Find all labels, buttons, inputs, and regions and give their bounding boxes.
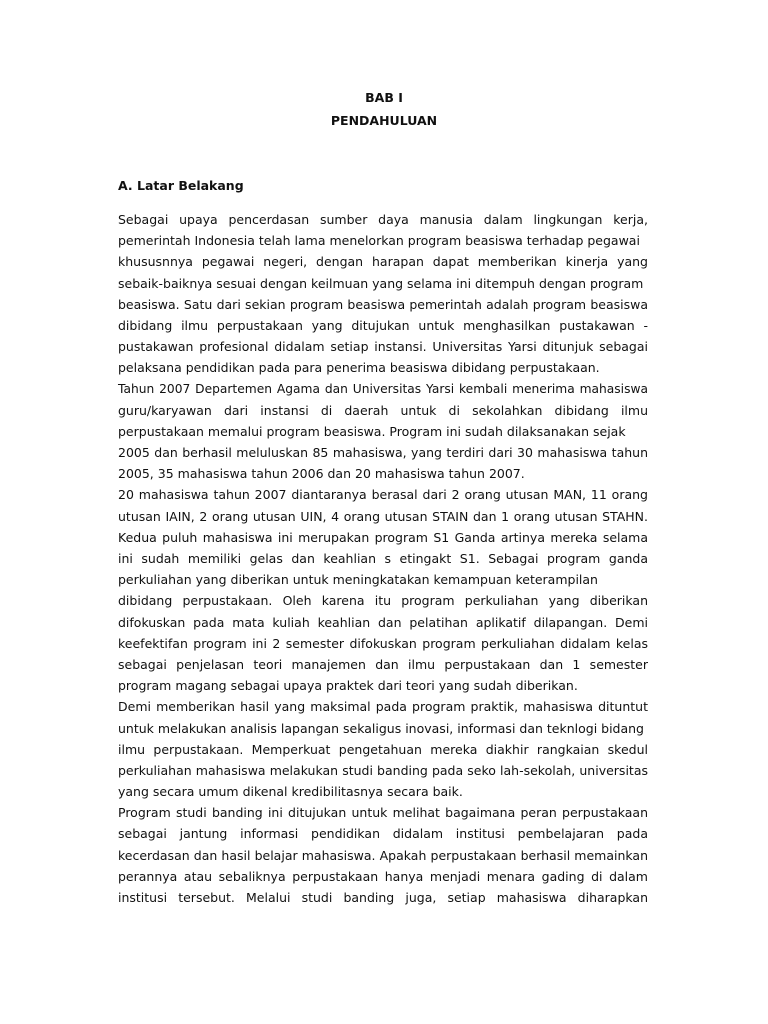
text-line: institusi tersebut. Melalui studi banding juga, setiap mahasiswa diharapkan	[118, 890, 648, 905]
text-line: 2005 dan berhasil meluluskan 85 mahasiswa, yang terdiri dari 30 mahasiswa tahun	[118, 445, 648, 461]
text-line: yang secara umum dikenal kredibilitasnya secara baik.	[118, 784, 463, 800]
text-line: guru/karyawan dari instansi di daerah untuk di sekolahkan dibidang ilmu	[118, 402, 648, 418]
body-paragraphs	[118, 209, 648, 908]
text-line: beasiswa. Satu dari sekian program beasiswa pemerintah adalah program beasiswa	[118, 296, 648, 312]
text-line: keefektifan program ini 2 semester difokuskan program perkuliahan didalam kelas	[118, 635, 648, 651]
text-line: 20 mahasiswa tahun 2007 diantaranya berasal dari 2 orang utusan MAN, 11 orang	[118, 487, 648, 503]
text-line: sebaik-baiknya sesuai dengan keilmuan yang selama ini ditempuh dengan program	[118, 275, 644, 291]
text-line: ini sudah memiliki gelas dan keahlian s etingakt S1. Sebagai program ganda	[118, 551, 648, 566]
text-line: dibidang ilmu perpustakaan yang ditujukan untuk menghasilkan pustakawan -	[118, 317, 648, 333]
text-line: program magang sebagai upaya praktek dari teori yang sudah diberikan.	[118, 678, 578, 694]
text-line: utusan IAIN, 2 orang utusan UIN, 4 orang utusan STAIN dan 1 orang utusan STAHN.	[118, 508, 648, 524]
text-line: pelaksana pendidikan pada para penerima beasiswa dibidang perpustakaan.	[118, 360, 600, 376]
text-line: perpustakaan memalui program beasiswa. Program ini sudah dilaksanakan sejak	[118, 423, 626, 439]
text-line: Sebagai upaya pencerdasan sumber daya manusia dalam lingkungan kerja,	[118, 212, 648, 227]
text-line: sebagai jantung informasi pendidikan didalam institusi pembelajaran pada	[118, 826, 648, 842]
text-line: Tahun 2007 Departemen Agama dan Universitas Yarsi kembali menerima mahasiswa	[118, 381, 648, 396]
text-line: 2005, 35 mahasiswa tahun 2006 dan 20 mahasiswa tahun 2007.	[118, 466, 525, 482]
section-heading: A. Latar Belakang	[118, 178, 244, 193]
text-line: sebagai penjelasan teori manajemen dan ilmu perpustakaan dan 1 semester	[118, 656, 648, 672]
text-line: ilmu perpustakaan. Memperkuat pengetahuan mereka diakhir rangkaian skedul	[118, 741, 648, 757]
chapter-number: BAB I	[365, 90, 403, 105]
text-line: difokuskan pada mata kuliah keahlian dan pelatihan aplikatif dilapangan. Demi	[118, 614, 648, 630]
text-line: kecerdasan dan hasil belajar mahasiswa. Apakah perpustakaan berhasil memainkan	[118, 847, 648, 863]
text-line: untuk melakukan analisis lapangan sekaligus inovasi, informasi dan teknlogi bidang	[118, 720, 644, 736]
text-line: Kedua puluh mahasiswa ini merupakan program S1 Ganda artinya mereka selama	[118, 529, 648, 545]
text-line: dibidang perpustakaan. Oleh karena itu program perkuliahan yang diberikan	[118, 593, 648, 609]
text-line: pustakawan profesional didalam setiap instansi. Universitas Yarsi ditunjuk sebagai	[118, 339, 648, 355]
text-line: perkuliahan yang diberikan untuk meningkatakan kemampuan keterampilan	[118, 572, 598, 588]
text-line: khususnnya pegawai negeri, dengan harapan dapat memberikan kinerja yang	[118, 254, 648, 270]
text-line: Program studi banding ini ditujukan untuk melihat bagaimana peran perpustakaan	[118, 805, 648, 821]
text-line: pemerintah Indonesia telah lama menelorkan program beasiswa terhadap pegawai	[118, 233, 640, 249]
text-line: perannya atau sebaliknya perpustakaan hanya menjadi menara gading di dalam	[118, 868, 648, 884]
text-line: Demi memberikan hasil yang maksimal pada program praktik, mahasiswa dituntut	[118, 699, 648, 715]
text-line: perkuliahan mahasiswa melakukan studi banding pada seko lah-sekolah, universitas	[118, 762, 648, 778]
chapter-title: PENDAHULUAN	[330, 113, 438, 128]
